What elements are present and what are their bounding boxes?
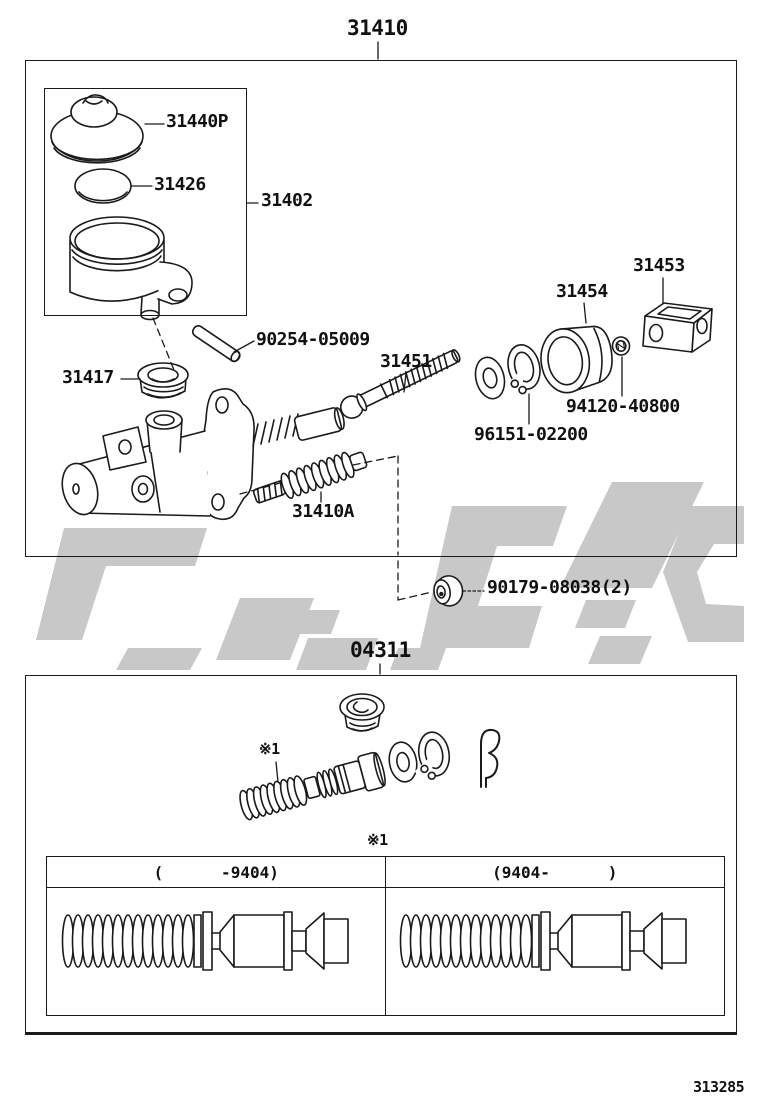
part-label-boot: 31454 [556,281,608,302]
part-label-grommet: 31417 [62,367,114,388]
applicability-table-divider [385,857,386,1015]
main-assembly-number: 31410 [347,16,408,40]
figure-code: 313285 [693,1078,745,1096]
part-label-lock-nut: 90179-08038(2) [487,577,632,598]
part-label-plate-washer: 96151-02200 [474,424,588,445]
table-note-marker: ※1 [367,831,388,849]
part-label-clevis-bracket: 31453 [633,255,685,276]
applicability-column-late: (9404- ) [492,862,618,882]
applicability-table [46,856,725,1016]
kit-note-marker: ※1 [259,740,280,758]
part-label-pin: 90254-05009 [256,329,370,350]
part-label-diaphragm: 31426 [154,174,206,195]
part-label-push-rod: 31451 [380,351,432,372]
part-label-reservoir-sub-assy: 31402 [261,190,313,211]
part-label-cap-sub-assy: 31440P [166,111,229,132]
applicability-column-early: ( -9404) [153,862,279,882]
part-label-clevis-nut: 94120-40800 [566,396,680,417]
part-label-piston-spring: 31410A [292,501,355,522]
kit-assembly-number: 04311 [350,638,411,662]
